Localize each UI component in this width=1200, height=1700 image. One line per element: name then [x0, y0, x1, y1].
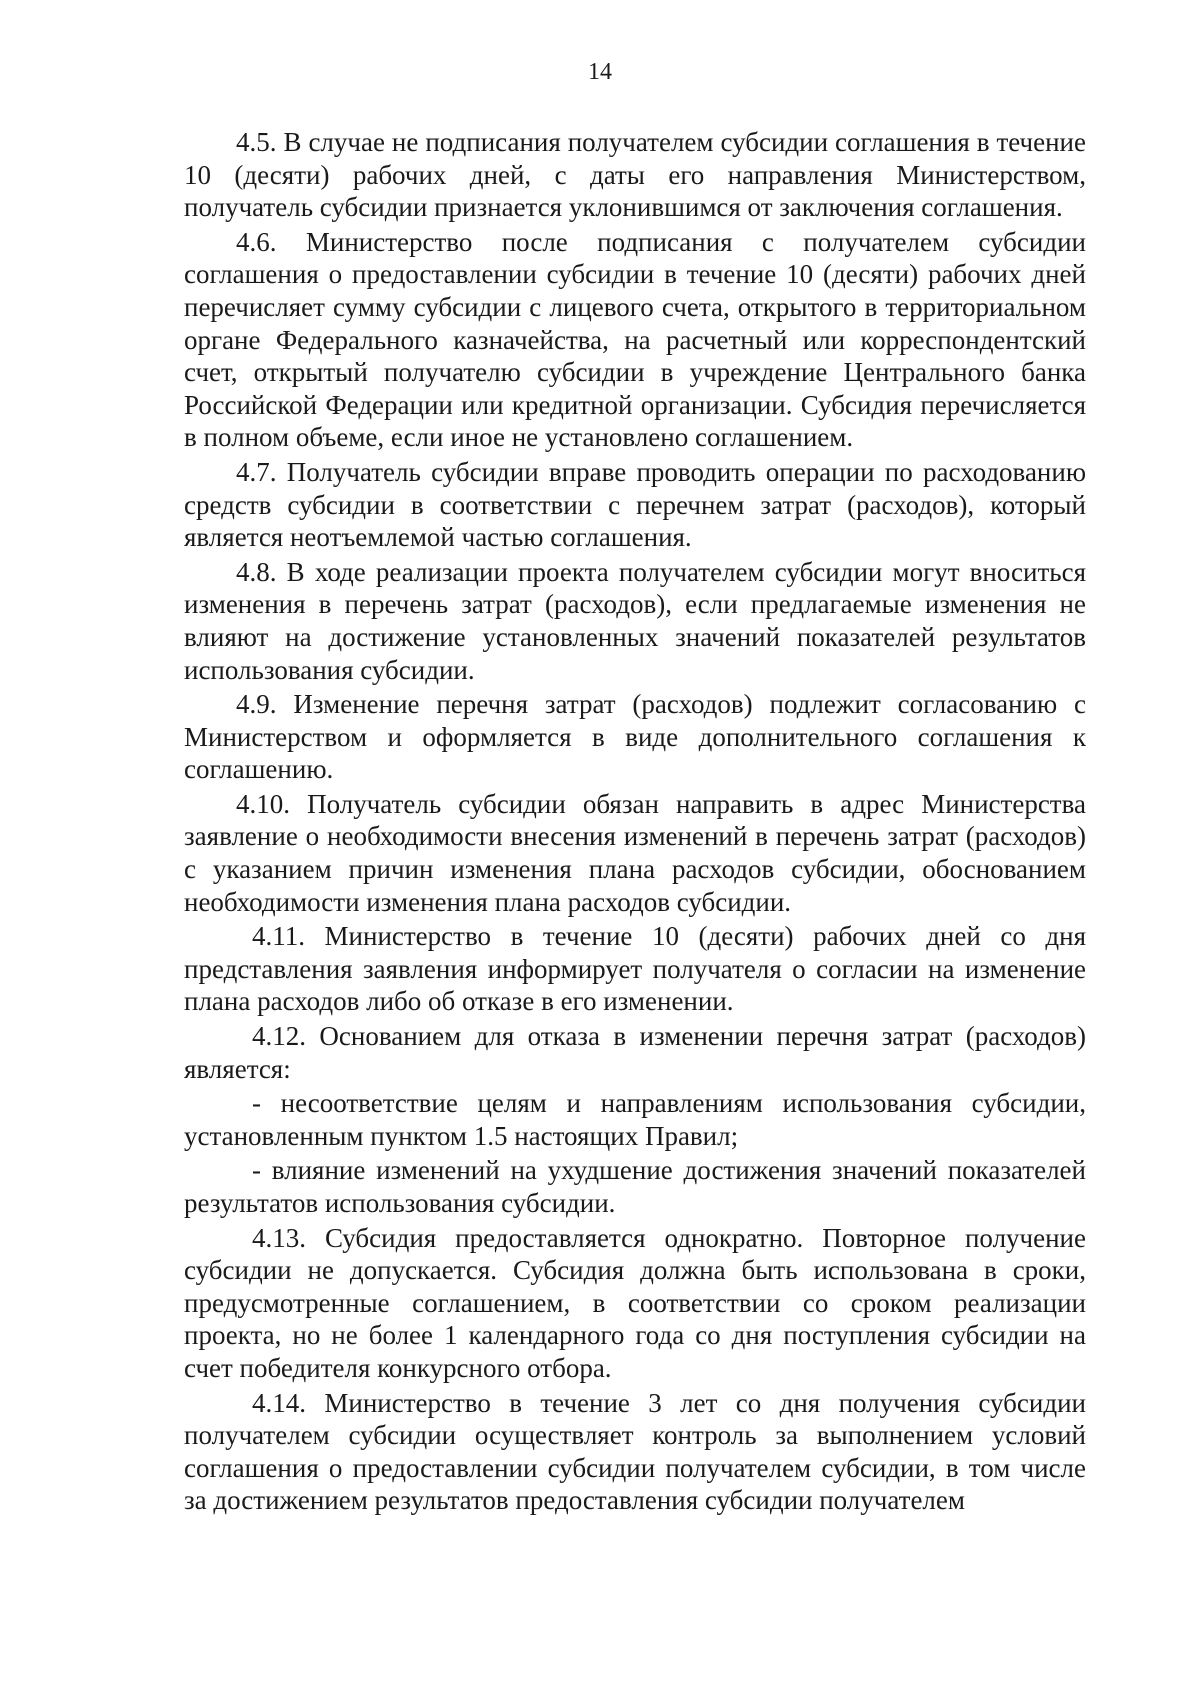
paragraph-4-5: 4.5. В случае не подписания получателем субсидии соглашения в течение 10 (десяти) рабочих дней, с даты его направления Министерством, получатель субсидии признается уклонившимся от заключения соглашения. [184, 127, 1086, 223]
paragraph-4-9: 4.9. Изменение перечня затрат (расходов) подлежит согласованию с Министерством и оформляется в виде дополнительного соглашения к соглашению. [184, 689, 1086, 785]
list-item-dash-1: - несоответствие целям и направлениям использования субсидии, установленным пунктом 1.5 настоящих Правил; [184, 1088, 1086, 1151]
list-item-dash-2: - влияние изменений на ухудшение достижения значений показателей результатов использования субсидии. [184, 1155, 1086, 1218]
document-body [184, 126, 1086, 1519]
page-number: 14 [588, 59, 612, 85]
paragraph-4-8: 4.8. В ходе реализации проекта получателем субсидии могут вноситься изменения в перечень затрат (расходов), если предлагаемые изменения не влияют на достижение установленных значений показателей результатов использования субсидии. [184, 556, 1086, 685]
paragraph-4-14: 4.14. Министерство в течение 3 лет со дня получения субсидии получателем субсидии осуществляет контроль за выполнением условий соглашения о предоставлении субсидии получателем субсидии, в том числе за достижением результатов предоставления субсидии получателем [184, 1387, 1086, 1516]
paragraph-4-6: 4.6. Министерство после подписания с получателем субсидии соглашения о предоставлении субсидии в течение 10 (десяти) рабочих дней перечисляет сумму субсидии с лицевого счета, открытого в территориальном органе Федерального казначейства, на расчетный или корреспондентский счет, открытый получателю субсидии в учреждение Центрального банка Российской Федерации или кредитной организации. Субсидия перечисляется в полном объеме, если иное не установлено соглашением. [184, 226, 1086, 453]
paragraph-4-11: 4.11. Министерство в течение 10 (десяти) рабочих дней со дня представления заявления информирует получателя о согласии на изменение плана расходов либо об отказе в его изменении. [184, 921, 1086, 1017]
paragraph-4-13: 4.13. Субсидия предоставляется однократно. Повторное получение субсидии не допускается. Субсидия должна быть использована в сроки, предусмотренные соглашением, в соответствии со сроком реализации проекта, но не более 1 календарного года со дня поступления субсидии на счет победителя конкурсного отбора. [184, 1222, 1086, 1383]
paragraph-4-12: 4.12. Основанием для отказа в изменении перечня затрат (расходов) является: [184, 1021, 1086, 1084]
paragraph-4-10: 4.10. Получатель субсидии обязан направить в адрес Министерства заявление о необходимости внесения изменений в перечень затрат (расходов) с указанием причин изменения плана расходов субсидии, обоснованием необходимости изменения плана расходов субсидии. [184, 788, 1086, 917]
paragraph-4-7: 4.7. Получатель субсидии вправе проводить операции по расходованию средств субсидии в соответствии с перечнем затрат (расходов), который является неотъемлемой частью соглашения. [184, 456, 1086, 553]
